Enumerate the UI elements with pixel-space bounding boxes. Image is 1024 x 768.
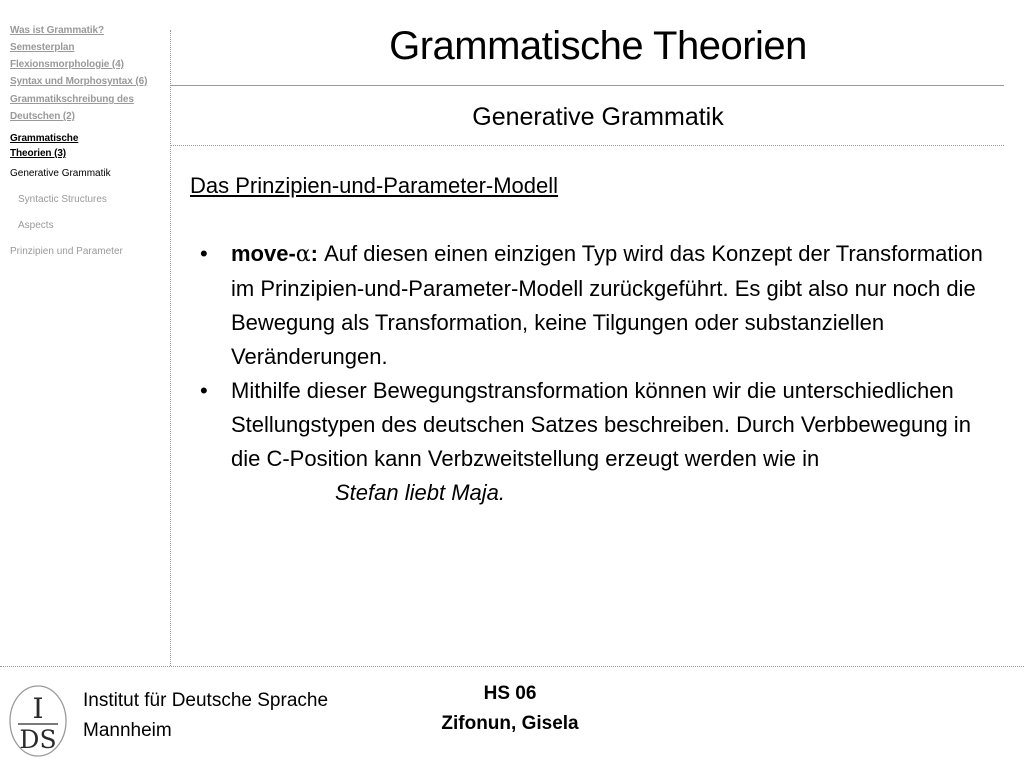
nav-link-grammatikschreibung[interactable] xyxy=(10,91,170,125)
term-prefix: move- xyxy=(231,241,296,266)
bullet-marker: • xyxy=(200,241,208,266)
slide-subtitle: Generative Grammatik xyxy=(472,103,724,131)
bullet-text: Mithilfe dieser Bewegungstransformation können wir die unterschiedlichen Stellungstypen des deutschen Satzes beschreiben. Durch Verbbewegung in die C-Position kann Verbzweitstellung erzeugt werden wie in xyxy=(231,378,971,471)
nav-link-semesterplan[interactable]: Semesterplan xyxy=(10,42,75,53)
nav-item-syntactic-structures[interactable]: Syntactic Structures xyxy=(18,194,107,205)
example-sentence: Stefan liebt Maja. xyxy=(335,480,505,505)
sidebar-divider xyxy=(170,30,171,666)
nav-link-line: Deutschen (2) xyxy=(10,111,75,122)
alpha-symbol: α xyxy=(295,242,311,267)
nav-item-aspects[interactable]: Aspects xyxy=(18,220,54,231)
term-move-alpha xyxy=(231,241,318,266)
term-colon: : xyxy=(310,241,318,266)
bullet-text: Auf diesen einen einzigen Typ wird das Konzept der Transformation im Prinzipien-und-Parameter-Modell zurückgeführt. Es gibt also nur noch die Bewegung als Transformation, keine Tilgungen oder substanziellen Veränderungen. xyxy=(231,241,983,369)
course-code: HS 06 xyxy=(483,683,537,704)
nav-link-syntax-morphosyntax[interactable]: Syntax und Morphosyntax (6) xyxy=(10,76,148,87)
footer-divider xyxy=(0,666,1024,667)
section-heading: Das Prinzipien-und-Parameter-Modell xyxy=(190,173,559,198)
title-divider xyxy=(170,85,1004,86)
svg-text:I: I xyxy=(32,692,44,725)
nav-link-flexionsmorphologie[interactable]: Flexionsmorphologie (4) xyxy=(10,59,124,70)
slide-title: Grammatische Theorien xyxy=(389,24,807,68)
nav-link-line: Grammatische xyxy=(10,133,79,144)
sidebar-nav xyxy=(10,22,170,260)
course-info xyxy=(420,679,600,739)
nav-link-line: Theorien (3) xyxy=(10,148,67,159)
bullet-marker: • xyxy=(200,378,208,403)
nav-item-prinzipien-und-parameter[interactable]: Prinzipien und Parameter xyxy=(10,246,123,257)
subtitle-divider xyxy=(170,145,1004,146)
institute-name xyxy=(83,686,328,746)
institute-line: Institut für Deutsche Sprache xyxy=(83,690,329,711)
bullet-list xyxy=(200,237,990,510)
ids-logo xyxy=(8,684,68,758)
lecturer-name: Zifonun, Gisela xyxy=(441,713,579,734)
bullet-item xyxy=(200,237,990,374)
bullet-item xyxy=(200,374,990,510)
svg-text:DS: DS xyxy=(19,725,57,754)
nav-link-grammatische-theorien[interactable] xyxy=(10,131,170,161)
institute-city: Mannheim xyxy=(83,720,172,741)
nav-link-was-ist-grammatik[interactable]: Was ist Grammatik? xyxy=(10,25,104,36)
nav-link-line: Grammatikschreibung des xyxy=(10,94,134,105)
nav-item-generative-grammatik[interactable]: Generative Grammatik xyxy=(10,168,111,179)
